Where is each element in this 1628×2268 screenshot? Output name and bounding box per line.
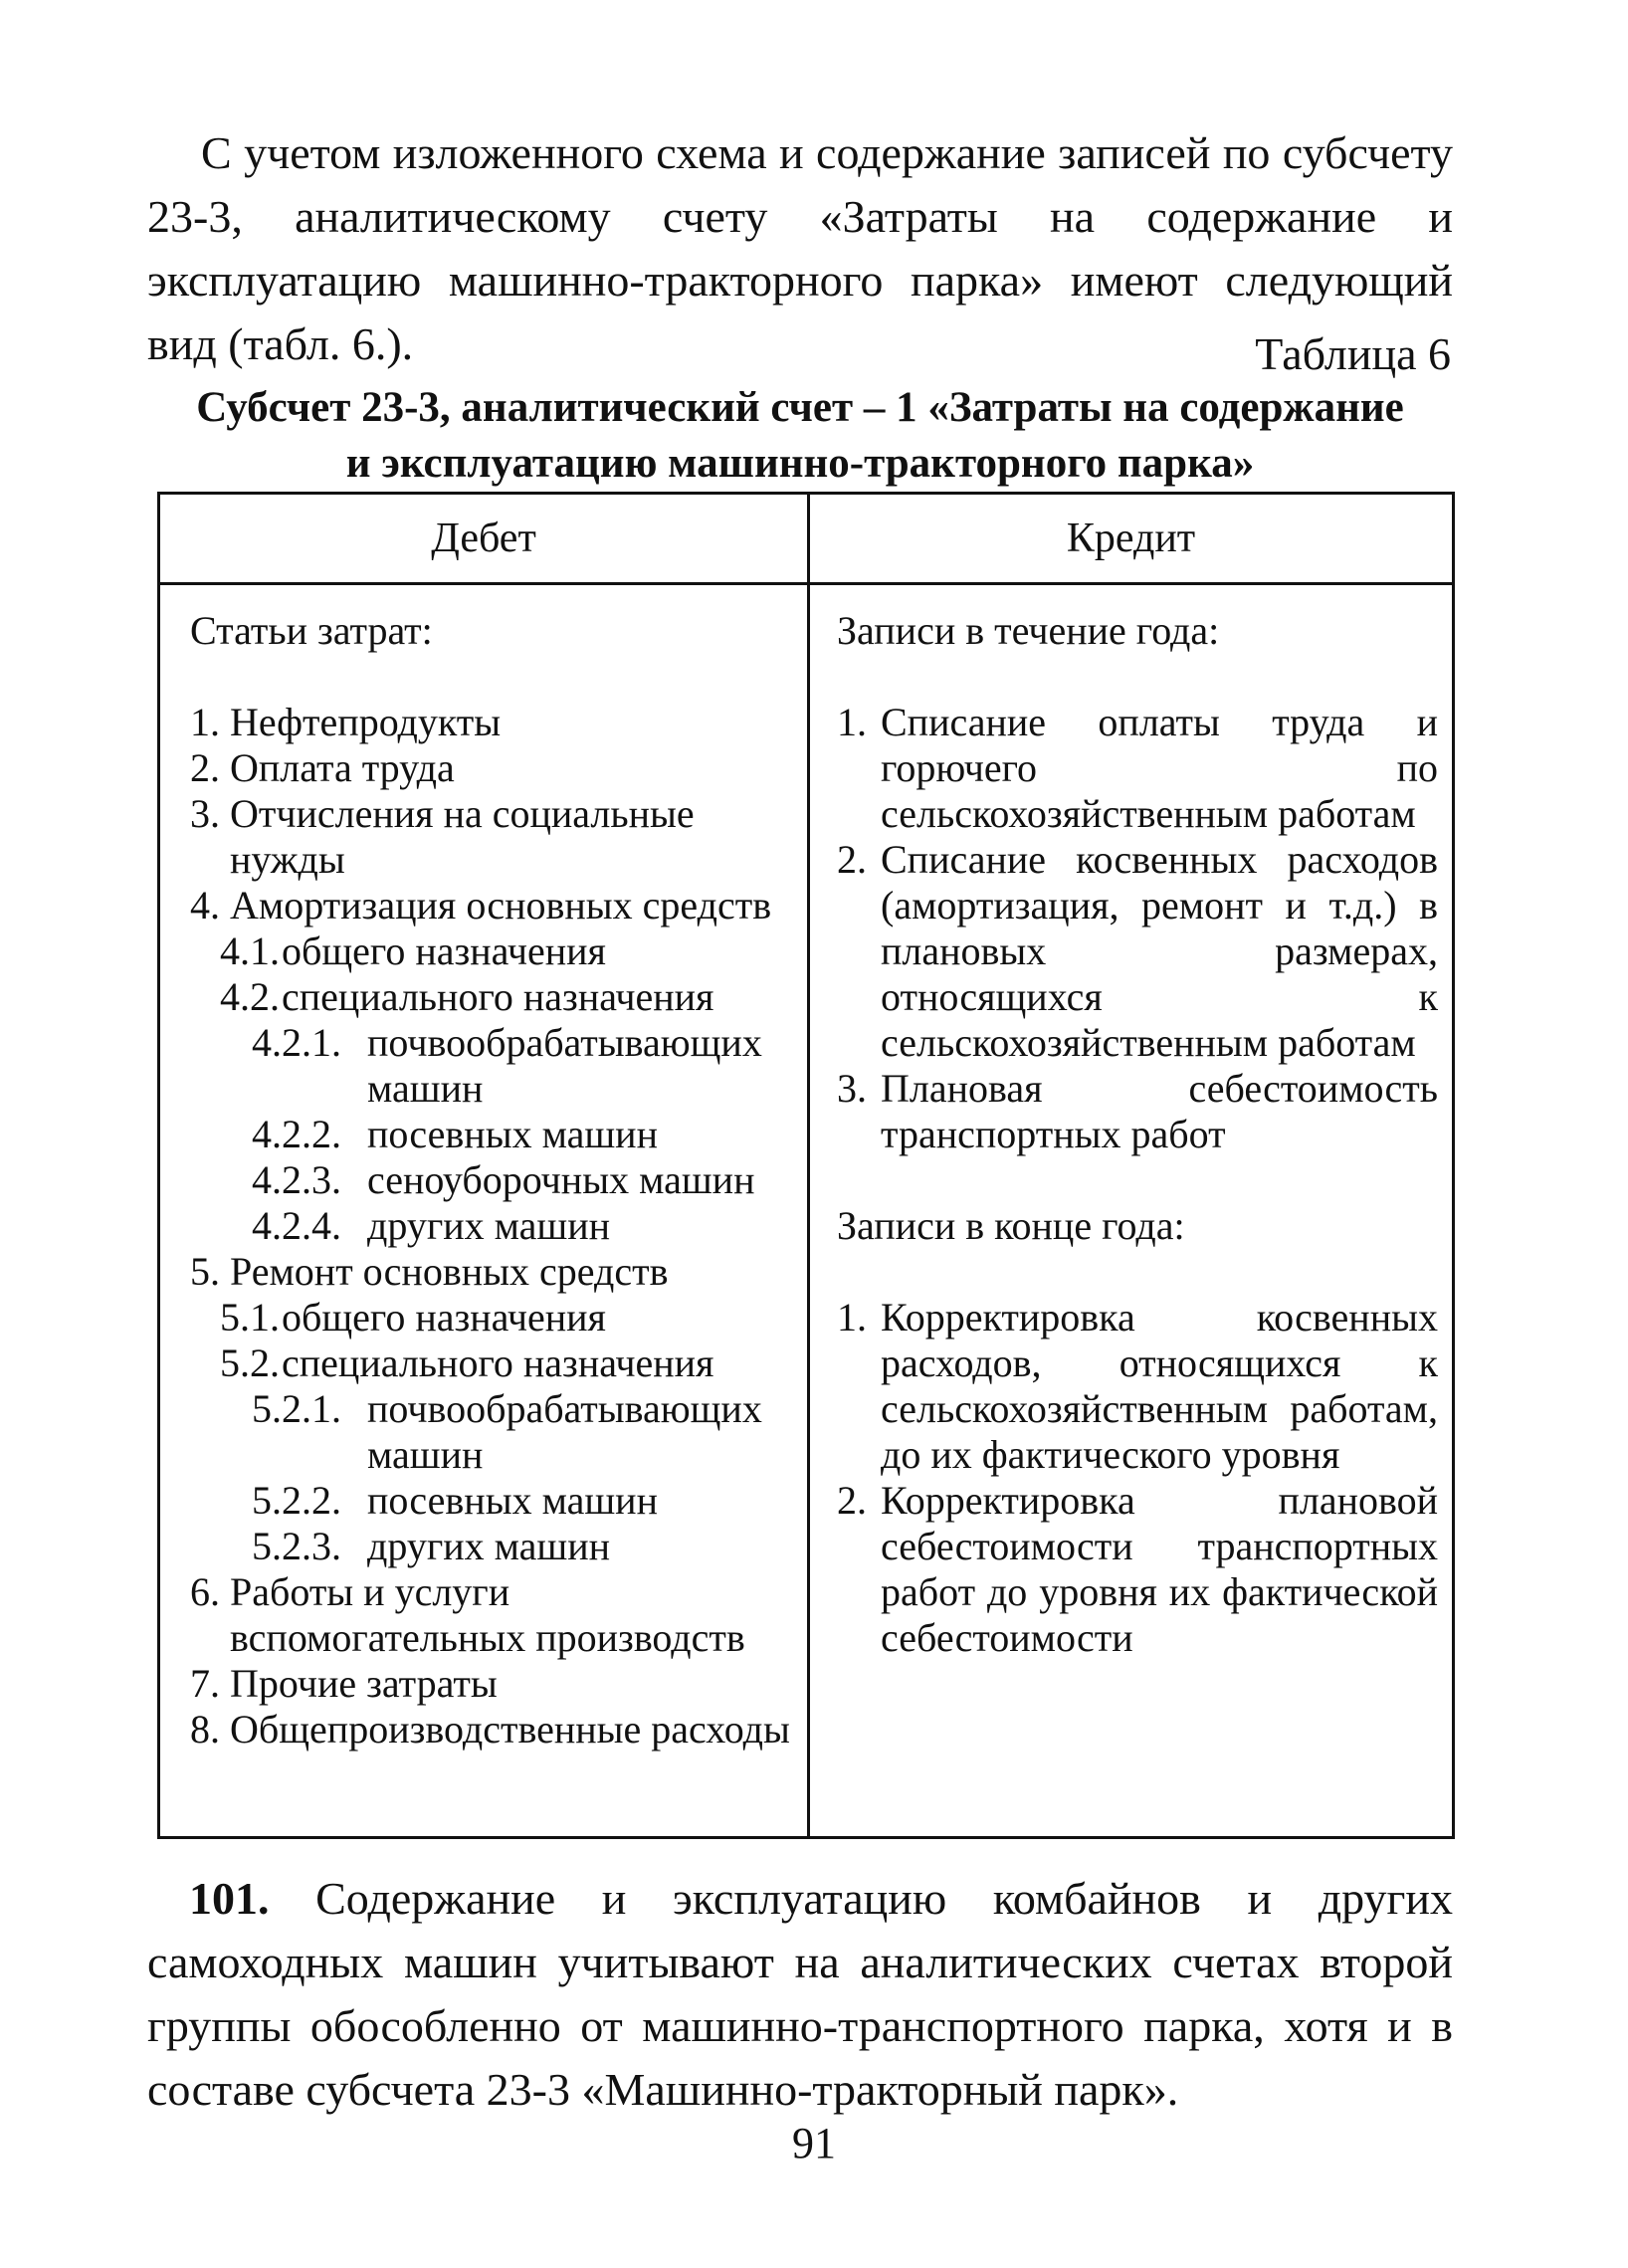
table-label: Таблица 6	[1255, 328, 1451, 379]
debit-subsubitem: 4.2.4. других машин	[252, 1203, 611, 1248]
debit-subitem: 4.1. общего назначения	[220, 928, 606, 973]
debit-column-header: Дебет	[431, 515, 536, 561]
table-title-line-2: и эксплуатацию машинно-тракторного парка»	[345, 440, 1255, 487]
debit-subsubitem: 5.2.3. других машин	[252, 1524, 611, 1568]
credit-column	[837, 608, 1438, 1661]
page-number: 91	[792, 2119, 836, 2167]
paragraph-number: 101.	[189, 1873, 270, 1924]
debit-subsubitem: 4.2.2. посевных машин	[252, 1112, 658, 1156]
paragraph-101	[147, 1867, 1453, 2122]
debit-item: 5. Ремонт основных средств	[190, 1249, 669, 1294]
credit-item: 2. Списание косвенных расходов (амортизация, ремонт и т.д.) в плановых размерах, относящихся к сельскохозяйственным работам	[837, 837, 1438, 1065]
debit-item: 7. Прочие затраты	[190, 1661, 498, 1706]
debit-item: 2. Оплата труда	[190, 745, 455, 790]
credit-item: 3. Плановая себестоимость транспортных работ	[837, 1066, 1438, 1156]
credit-item: 1. Корректировка косвенных расходов, относящихся к сельскохозяйственным работам, до их фактического уровня	[837, 1295, 1438, 1477]
debit-subsubitem: 5.2.1. почвообрабатывающих машин	[252, 1386, 762, 1477]
debit-subsubitem: 4.2.3. сеноуборочных машин	[252, 1157, 755, 1202]
credit-year-end-heading: Записи в конце года:	[837, 1203, 1185, 1248]
credit-column-header: Кредит	[1066, 515, 1196, 561]
debit-item: 3. Отчисления на социальные нужды	[190, 791, 695, 882]
debit-subsubitem: 4.2.1. почвообрабатывающих машин	[252, 1020, 762, 1111]
credit-gap	[837, 1157, 1438, 1203]
account-table	[157, 492, 1455, 1839]
paragraph-text: Содержание и эксплуатацию комбайнов и других самоходных машин учитывают на аналитических счетах второй группы обособленно от машинно-транспортного парка, хотя и в составе субсчета 23-3 «Машинно-тракторный парк».	[147, 1873, 1453, 2115]
credit-item: 1. Списание оплаты труда и горючего по сельскохозяйственным работам	[837, 700, 1438, 836]
column-divider	[807, 495, 810, 1836]
credit-during-year-heading: Записи в течение года:	[837, 608, 1220, 653]
debit-subitem: 5.1. общего назначения	[220, 1295, 606, 1340]
debit-heading: Статьи затрат:	[190, 608, 433, 653]
debit-item: 1. Нефтепродукты	[190, 700, 502, 744]
table-title-line-1: Субсчет 23-3, аналитический счет – 1 «Затраты на содержание	[196, 384, 1404, 431]
table-title	[147, 380, 1453, 492]
debit-item: 8. Общепроизводственные расходы	[190, 1707, 790, 1752]
credit-item: 2. Корректировка плановой себестоимости транспортных работ до уровня их фактической себестоимости	[837, 1478, 1438, 1660]
debit-item: 4. Амортизация основных средств	[190, 883, 772, 928]
debit-list	[190, 700, 802, 1753]
debit-column	[190, 608, 802, 1753]
debit-subitem: 4.2. специального назначения	[220, 974, 714, 1019]
header-divider	[160, 582, 1452, 585]
debit-subsubitem: 5.2.2. посевных машин	[252, 1478, 658, 1523]
debit-item: 6. Работы и услуги вспомогательных производств	[190, 1569, 745, 1660]
debit-subitem: 5.2. специального назначения	[220, 1340, 714, 1385]
intro-paragraph: С учетом изложенного схема и содержание записей по субсчету 23-3, аналитическому счету «Затраты на содержание и эксплуатацию машинно-тракторного парка» имеют следующий вид (табл. 6.).	[147, 127, 1453, 369]
